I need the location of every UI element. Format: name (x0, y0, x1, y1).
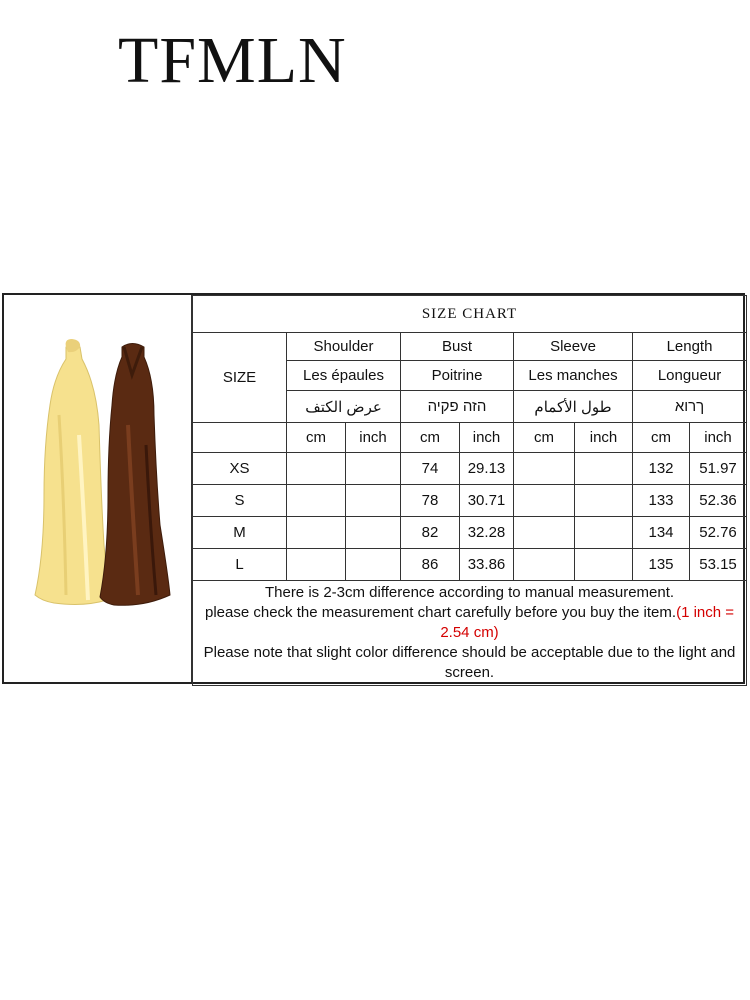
col-bust-fr: Poitrine (401, 361, 514, 391)
cell: 135 (633, 549, 690, 581)
size-chart (192, 295, 743, 682)
col-bust-he: הזה פקיה (401, 391, 514, 423)
cell: 33.86 (460, 549, 514, 581)
unit-spacer (193, 423, 287, 453)
col-shoulder-fr: Les épaules (287, 361, 401, 391)
cell (575, 453, 633, 485)
cell: 52.36 (690, 485, 747, 517)
size-chart-panel (2, 293, 745, 684)
note-line-1: There is 2-3cm difference according to manual measurement. (264, 584, 675, 601)
cell (514, 517, 575, 549)
cell (575, 485, 633, 517)
cell (346, 549, 401, 581)
table-row (193, 485, 747, 517)
cell: 53.15 (690, 549, 747, 581)
product-photo (4, 295, 192, 682)
cell: 78 (401, 485, 460, 517)
col-sleeve: Sleeve (514, 333, 633, 361)
cell (346, 517, 401, 549)
unit-cell: cm (514, 423, 575, 453)
cell (346, 453, 401, 485)
col-length-fr: Longueur (633, 361, 747, 391)
unit-cell: cm (401, 423, 460, 453)
col-shoulder-ar: عرض الكتف (287, 391, 401, 423)
cell: 86 (401, 549, 460, 581)
note-line-3: Please note that slight color difference should be acceptable due to the light and screen. (203, 644, 736, 681)
cell (514, 549, 575, 581)
unit-cell: inch (346, 423, 401, 453)
row-size: M (193, 517, 287, 549)
row-size: S (193, 485, 287, 517)
cell (287, 485, 346, 517)
cell (346, 485, 401, 517)
cell: 133 (633, 485, 690, 517)
dress-illustration (4, 295, 191, 684)
cell: 74 (401, 453, 460, 485)
unit-cell: cm (287, 423, 346, 453)
cell: 132 (633, 453, 690, 485)
cell (514, 485, 575, 517)
size-table (192, 295, 747, 686)
col-length: Length (633, 333, 747, 361)
cell: 82 (401, 517, 460, 549)
col-length-he: ךרוא (633, 391, 747, 423)
cell (287, 453, 346, 485)
cell (287, 517, 346, 549)
row-size: XS (193, 453, 287, 485)
brand-logo: TFMLN (118, 24, 347, 97)
col-sleeve-ar: طول الأكمام (514, 391, 633, 423)
cell: 134 (633, 517, 690, 549)
col-bust: Bust (401, 333, 514, 361)
note-line-2 (197, 603, 742, 643)
cell (514, 453, 575, 485)
cell (575, 517, 633, 549)
cell: 51.97 (690, 453, 747, 485)
table-row (193, 453, 747, 485)
unit-cell: inch (460, 423, 514, 453)
yellow-dress (35, 344, 107, 604)
unit-cell: inch (575, 423, 633, 453)
cell: 52.76 (690, 517, 747, 549)
col-sleeve-fr: Les manches (514, 361, 633, 391)
row-size: L (193, 549, 287, 581)
cell (287, 549, 346, 581)
chart-title: SIZE CHART (193, 296, 747, 333)
unit-cell: cm (633, 423, 690, 453)
note-line-2-text: please check the measurement chart carefully before you buy the item. (204, 604, 677, 621)
note-conversion: (1 inch = 2.54 cm) (440, 604, 735, 641)
cell: 32.28 (460, 517, 514, 549)
col-shoulder: Shoulder (287, 333, 401, 361)
unit-cell: inch (690, 423, 747, 453)
measurement-notes (193, 581, 747, 686)
cell (575, 549, 633, 581)
size-header: SIZE (193, 333, 287, 423)
cell: 30.71 (460, 485, 514, 517)
cell: 29.13 (460, 453, 514, 485)
table-row (193, 549, 747, 581)
table-row (193, 517, 747, 549)
